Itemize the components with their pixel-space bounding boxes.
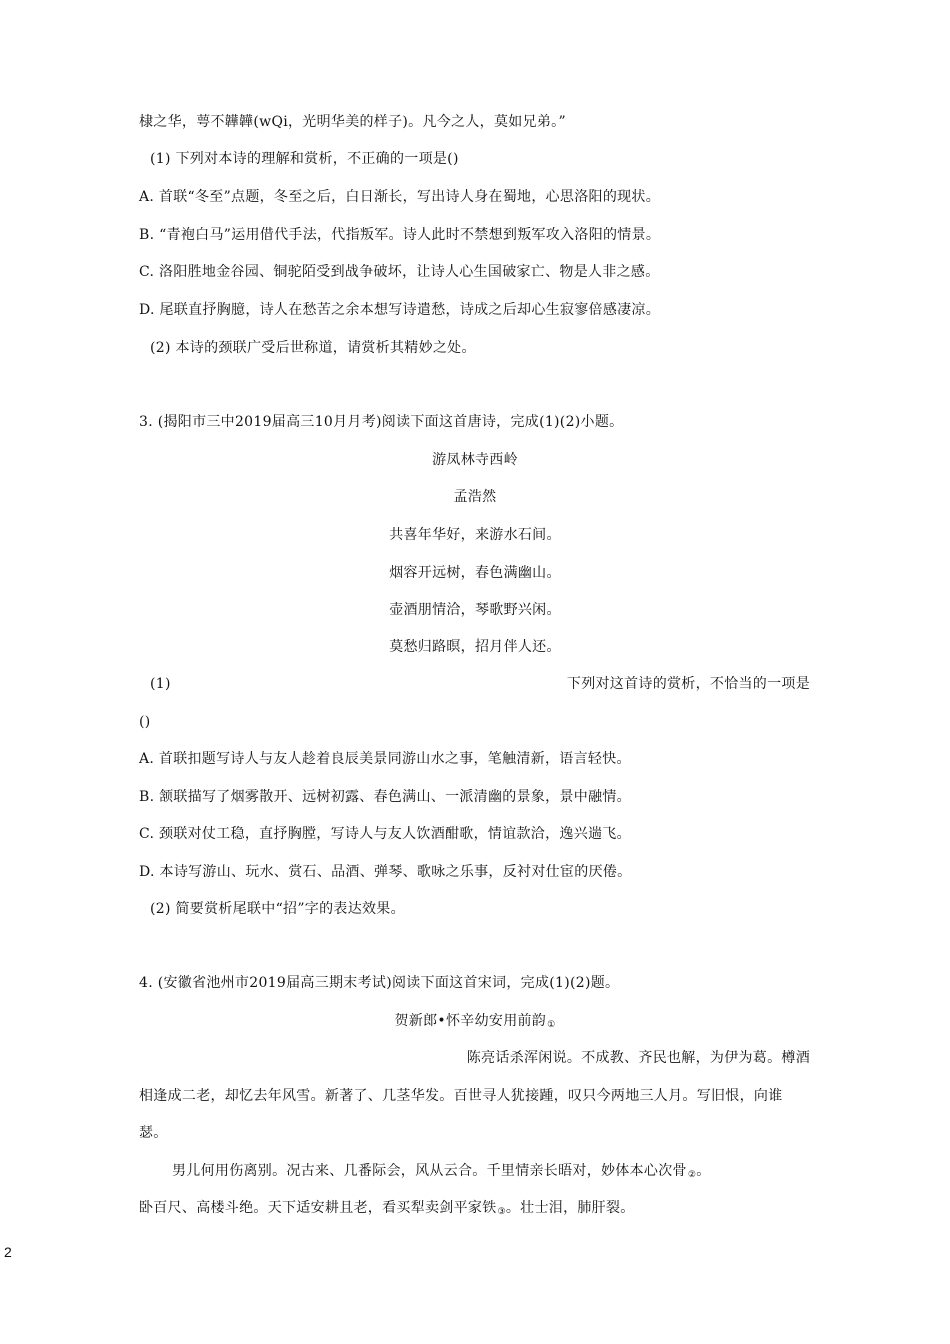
section-heading-4: 4. (安徽省池州市2019届高三期末考试)阅读下面这首宋词，完成(1)(2)题。 <box>139 975 620 991</box>
poem-line: 壶酒朋情洽，琴歌野兴闲。 <box>389 602 561 618</box>
question-1-text: 下列对这首诗的赏析，不恰当的一项是 <box>566 676 810 692</box>
section-heading-3: 3. (揭阳市三中2019届高三10月月考)阅读下面这首唐诗，完成(1)(2)小题。 <box>139 414 624 430</box>
ci-title-text: 贺新郎•怀辛幼安用前韵 <box>394 1013 547 1029</box>
footnote-marker: ① <box>547 1020 556 1030</box>
option-d: D. 本诗写游山、玩水、赏石、品酒、弹琴、歌咏之乐事，反衬对仕宦的厌倦。 <box>139 864 632 880</box>
poem-author: 孟浩然 <box>453 489 497 505</box>
ci-line <box>139 1198 635 1222</box>
option-b: B. 颔联描写了烟雾散开、远树初露、春色满山、一派清幽的景象，景中融情。 <box>139 789 631 805</box>
ci-line: 瑟。 <box>139 1125 168 1141</box>
poem-line: 共喜年华好，来游水石间。 <box>389 527 561 543</box>
option-b: B. “青袍白马”运用借代手法，代指叛军。诗人此时不禁想到叛军攻入洛阳的情景。 <box>139 227 661 243</box>
option-a: A. 首联扣题写诗人与友人趁着良辰美景同游山水之事，笔触清新，语言轻快。 <box>139 751 631 767</box>
poem-line: 莫愁归路暝，招月伴人还。 <box>389 639 561 655</box>
page-number: 2 <box>4 1244 12 1260</box>
option-c: C. 颈联对仗工稳，直抒胸膛，写诗人与友人饮酒酣歌，情谊款洽，逸兴遄飞。 <box>139 826 631 842</box>
footnote-marker: ② <box>687 1170 697 1180</box>
option-c: C. 洛阳胜地金谷园、铜驼陌受到战争破坏，让诗人心生国破家亡、物是人非之感。 <box>139 264 660 280</box>
question-2: (2) 本诗的颈联广受后世称道，请赏析其精妙之处。 <box>150 340 476 356</box>
ci-line-text: 卧百尺、高楼斗绝。天下适安耕且老，看买犁卖剑平家铁 <box>139 1200 497 1216</box>
ci-line-end: 。壮士泪，肺肝裂。 <box>505 1200 635 1216</box>
ci-line-end: 。 <box>696 1163 711 1179</box>
question-1: (1) 下列对本诗的理解和赏析，不正确的一项是() <box>150 151 459 167</box>
option-d: D. 尾联直抒胸臆，诗人在愁苦之余本想写诗遣愁，诗成之后却心生寂寥倍感凄凉。 <box>139 302 661 318</box>
poem-title: 游凤林寺西岭 <box>432 452 518 468</box>
footnote-marker: ③ <box>497 1207 506 1217</box>
question-2: (2) 简要赏析尾联中“招”字的表达效果。 <box>150 901 405 917</box>
ci-line: 相逢成二老，却忆去年风雪。新著了、几茎华发。百世寻人犹接踵，叹只今两地三人月。写旧恨，向谁 <box>139 1088 783 1104</box>
ci-line: 陈亮话杀浑闲说。不成教、齐民也解，为伊为葛。樽酒 <box>466 1050 810 1066</box>
ci-line-text: 男儿何用伤离别。况古来、几番际会，风从云合。千里情亲长晤对，妙体本心次骨 <box>172 1163 687 1179</box>
ci-title <box>0 1011 950 1035</box>
option-a: A. 首联“冬至”点题，冬至之后，白日渐长，写出诗人身在蜀地，心思洛阳的现状。 <box>139 189 661 205</box>
question-1-bracket: () <box>139 714 151 730</box>
ci-line <box>172 1161 711 1185</box>
question-1-number: (1) <box>150 676 171 692</box>
poem-line: 烟容开远树，春色满幽山。 <box>389 565 561 581</box>
text-line: 棣之华，萼不韡韡(wQi，光明华美的样子)。凡今之人，莫如兄弟。” <box>139 114 566 130</box>
